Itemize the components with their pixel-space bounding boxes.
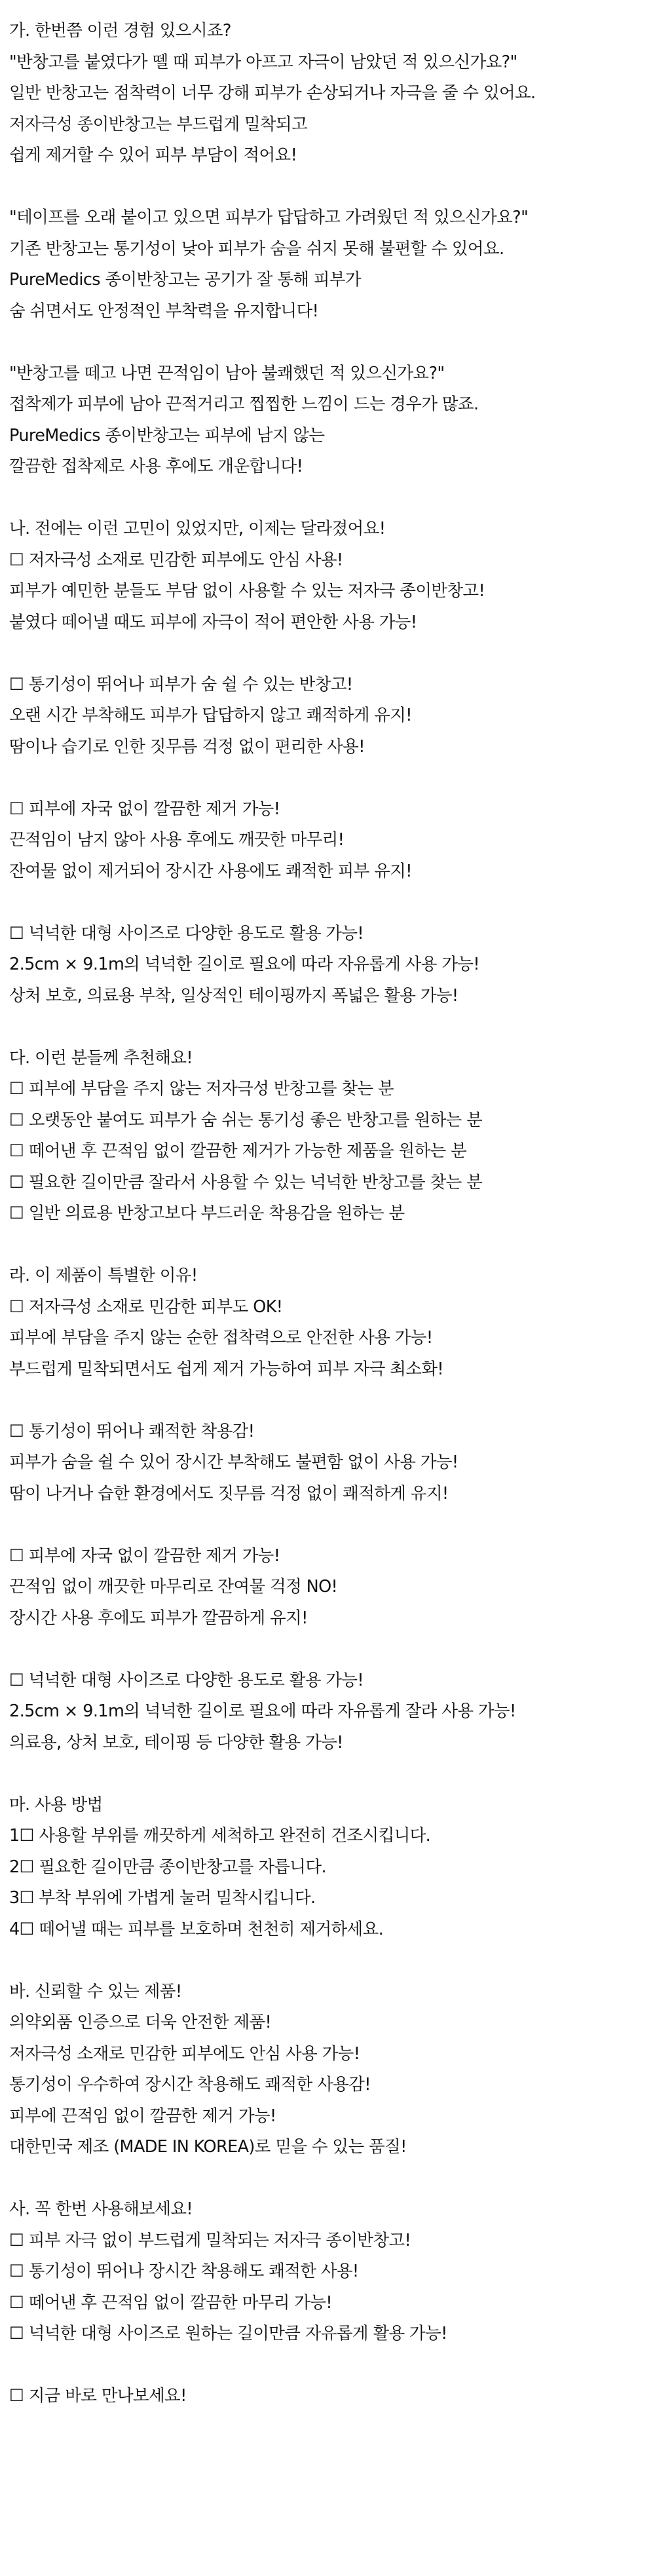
text-line: 깔끔한 접착제로 사용 후에도 개운합니다! bbox=[9, 457, 303, 476]
text-line: ☐ 지금 바로 만나보세요! bbox=[9, 2386, 187, 2406]
text-line: 피부가 예민한 분들도 부담 없이 사용할 수 있는 저자극 종이반창고! bbox=[9, 581, 485, 601]
paragraph-spacer bbox=[9, 1634, 646, 1665]
paragraph-spacer bbox=[9, 1509, 646, 1541]
text-line: 끈적임 없이 깨끗한 마무리로 잔여물 걱정 NO! bbox=[9, 1577, 338, 1597]
text-line: ☐ 넉넉한 대형 사이즈로 원하는 길이만큼 자유롭게 활용 가능! bbox=[9, 2324, 447, 2343]
paragraph-spacer bbox=[9, 1758, 646, 1790]
text-line: ☐ 떼어낸 후 끈적임 없이 깔끔한 마무리 가능! bbox=[9, 2292, 332, 2313]
text-line: 저자극성 종이반창고는 부드럽게 밀착되고 bbox=[9, 114, 308, 134]
text-line: ☐ 피부 자극 없이 부드럽게 밀착되는 저자극 종이반창고! bbox=[9, 2230, 411, 2250]
text-line: 기존 반창고는 통기성이 낮아 피부가 숨을 쉬지 못해 불편할 수 있어요. bbox=[9, 238, 504, 259]
text-line: 숨 쉬면서도 안정적인 부착력을 유지합니다! bbox=[9, 301, 319, 321]
text-line: ☐ 피부에 자국 없이 깔끔한 제거 가능! bbox=[9, 1545, 280, 1566]
text-section bbox=[9, 1790, 646, 1946]
text-line: 대한민국 제조 (MADE IN KOREA)로 믿을 수 있는 품질! bbox=[9, 2137, 407, 2157]
text-line: ☐ 저자극성 소재로 민감한 피부도 OK! bbox=[9, 1297, 283, 1317]
text-section bbox=[9, 2194, 646, 2350]
text-line: 2.5cm × 9.1m의 넉넉한 길이로 필요에 따라 자유롭게 잘라 사용 가능! bbox=[9, 1701, 516, 1721]
text-line: ☐ 저자극성 소재로 민감한 피부에도 안심 사용! bbox=[9, 550, 343, 570]
text-line: ☐ 피부에 부담을 주지 않는 저자극성 반창고를 찾는 분 bbox=[9, 1079, 394, 1099]
text-section bbox=[9, 1043, 646, 1230]
paragraph-spacer bbox=[9, 1012, 646, 1043]
text-section bbox=[9, 1541, 646, 1635]
text-line: 오랜 시간 부착해도 피부가 답답하지 않고 쾌적하게 유지! bbox=[9, 706, 412, 725]
text-line: 장시간 사용 후에도 피부가 깔끔하게 유지! bbox=[9, 1608, 308, 1628]
text-line: 사. 꼭 한번 사용해보세요! bbox=[9, 2199, 193, 2219]
text-section bbox=[9, 16, 646, 172]
text-line: 부드럽게 밀착되면서도 쉽게 제거 가능하여 피부 자극 최소화! bbox=[9, 1359, 443, 1379]
text-section bbox=[9, 2381, 646, 2412]
text-line: ☐ 오랫동안 붙여도 피부가 숨 쉬는 통기성 좋은 반창고를 원하는 분 bbox=[9, 1110, 483, 1130]
text-section bbox=[9, 794, 646, 888]
text-section bbox=[9, 670, 646, 763]
text-line: PureMedics 종이반창고는 공기가 잘 통해 피부가 bbox=[9, 270, 361, 290]
text-line: 잔여물 없이 제거되어 장시간 사용에도 쾌적한 피부 유지! bbox=[9, 861, 412, 881]
text-line: 다. 이런 분들께 추천해요! bbox=[9, 1048, 193, 1068]
text-line: 피부에 끈적임 없이 깔끔한 제거 가능! bbox=[9, 2106, 276, 2126]
paragraph-spacer bbox=[9, 2350, 646, 2381]
text-line: ☐ 필요한 길이만큼 잘라서 사용할 수 있는 넉넉한 반창고를 찾는 분 bbox=[9, 1172, 483, 1192]
paragraph-spacer bbox=[9, 483, 646, 514]
text-line: 피부가 숨을 쉴 수 있어 장시간 부착해도 불편함 없이 사용 가능! bbox=[9, 1452, 458, 1472]
text-line: ☐ 일반 의료용 반창고보다 부드러운 착용감을 원하는 분 bbox=[9, 1203, 405, 1223]
text-line: ☐ 통기성이 뛰어나 장시간 착용해도 쾌적한 사용! bbox=[9, 2262, 359, 2281]
text-line: 접착제가 피부에 남아 끈적거리고 찝찝한 느낌이 드는 경우가 많죠. bbox=[9, 394, 479, 414]
text-line: 나. 전에는 이런 고민이 있었지만, 이제는 달라졌어요! bbox=[9, 519, 386, 539]
paragraph-spacer bbox=[9, 638, 646, 670]
text-line: 저자극성 소재로 민감한 피부에도 안심 사용 가능! bbox=[9, 2043, 360, 2064]
text-section bbox=[9, 514, 646, 638]
text-line: 땀이나 습기로 인한 짓무름 걱정 없이 편리한 사용! bbox=[9, 736, 365, 757]
text-line: 바. 신뢰할 수 있는 제품! bbox=[9, 1981, 182, 2001]
paragraph-spacer bbox=[9, 1230, 646, 1261]
text-line: 마. 사용 방법 bbox=[9, 1794, 103, 1815]
text-line: ☐ 떼어낸 후 끈적임 없이 깔끔한 제거가 가능한 제품을 원하는 분 bbox=[9, 1141, 467, 1161]
text-section bbox=[9, 1665, 646, 1759]
text-line: 끈적임이 남지 않아 사용 후에도 깨끗한 마무리! bbox=[9, 830, 345, 850]
product-description bbox=[9, 16, 646, 2412]
text-line: 상처 보호, 의료용 부착, 일상적인 테이핑까지 폭넓은 활용 가능! bbox=[9, 985, 458, 1006]
paragraph-spacer bbox=[9, 1945, 646, 1977]
text-line: 피부에 부담을 주지 않는 순한 접착력으로 안전한 사용 가능! bbox=[9, 1328, 433, 1348]
text-section bbox=[9, 1416, 646, 1510]
text-line: 2☐ 필요한 길이만큼 종이반창고를 자릅니다. bbox=[9, 1857, 326, 1877]
text-line: "테이프를 오래 붙이고 있으면 피부가 답답하고 가려웠던 적 있으신가요?" bbox=[9, 208, 529, 227]
text-line: ☐ 넉넉한 대형 사이즈로 다양한 용도로 활용 가능! bbox=[9, 1670, 364, 1690]
text-line: 일반 반창고는 점착력이 너무 강해 피부가 손상되거나 자극을 줄 수 있어요. bbox=[9, 83, 536, 103]
text-line: "반창고를 붙였다가 뗄 때 피부가 아프고 자극이 남았던 적 있으신가요?" bbox=[9, 52, 517, 72]
text-line: 의약외품 인증으로 더욱 안전한 제품! bbox=[9, 2013, 272, 2032]
text-line: 통기성이 우수하여 장시간 착용해도 쾌적한 사용감! bbox=[9, 2075, 371, 2094]
text-section bbox=[9, 1260, 646, 1385]
text-line: 의료용, 상처 보호, 테이핑 등 다양한 활용 가능! bbox=[9, 1732, 343, 1752]
text-line: ☐ 통기성이 뛰어나 피부가 숨 쉴 수 있는 반창고! bbox=[9, 674, 353, 694]
paragraph-spacer bbox=[9, 763, 646, 794]
paragraph-spacer bbox=[9, 2163, 646, 2195]
text-line: 1☐ 사용할 부위를 깨끗하게 세척하고 완전히 건조시킵니다. bbox=[9, 1826, 431, 1846]
text-line: 2.5cm × 9.1m의 넉넉한 길이로 필요에 따라 자유롭게 사용 가능! bbox=[9, 955, 480, 974]
text-line: 4☐ 떼어낼 때는 피부를 보호하며 천천히 제거하세요. bbox=[9, 1919, 384, 1939]
text-line: 3☐ 부착 부위에 가볍게 눌러 밀착시킵니다. bbox=[9, 1888, 316, 1908]
text-section bbox=[9, 202, 646, 327]
paragraph-spacer bbox=[9, 172, 646, 203]
text-line: 땀이 나거나 습한 환경에서도 짓무름 걱정 없이 쾌적하게 유지! bbox=[9, 1483, 449, 1504]
text-section bbox=[9, 1977, 646, 2163]
text-section bbox=[9, 358, 646, 483]
text-line: 붙였다 떼어낼 때도 피부에 자극이 적어 편안한 사용 가능! bbox=[9, 612, 417, 632]
text-line: 라. 이 제품이 특별한 이유! bbox=[9, 1266, 198, 1285]
paragraph-spacer bbox=[9, 327, 646, 358]
paragraph-spacer bbox=[9, 887, 646, 919]
paragraph-spacer bbox=[9, 1385, 646, 1416]
text-line: ☐ 넉넉한 대형 사이즈로 다양한 용도로 활용 가능! bbox=[9, 923, 364, 943]
text-line: ☐ 통기성이 뛰어나 쾌적한 착용감! bbox=[9, 1421, 255, 1441]
text-line: 가. 한번쯤 이런 경험 있으시죠? bbox=[9, 21, 231, 41]
text-section bbox=[9, 919, 646, 1012]
text-line: 쉽게 제거할 수 있어 피부 부담이 적어요! bbox=[9, 145, 297, 165]
text-line: ☐ 피부에 자국 없이 깔끔한 제거 가능! bbox=[9, 799, 280, 819]
text-line: "반창고를 떼고 나면 끈적임이 남아 불쾌했던 적 있으신가요?" bbox=[9, 363, 445, 383]
text-line: PureMedics 종이반창고는 피부에 남지 않는 bbox=[9, 425, 325, 445]
